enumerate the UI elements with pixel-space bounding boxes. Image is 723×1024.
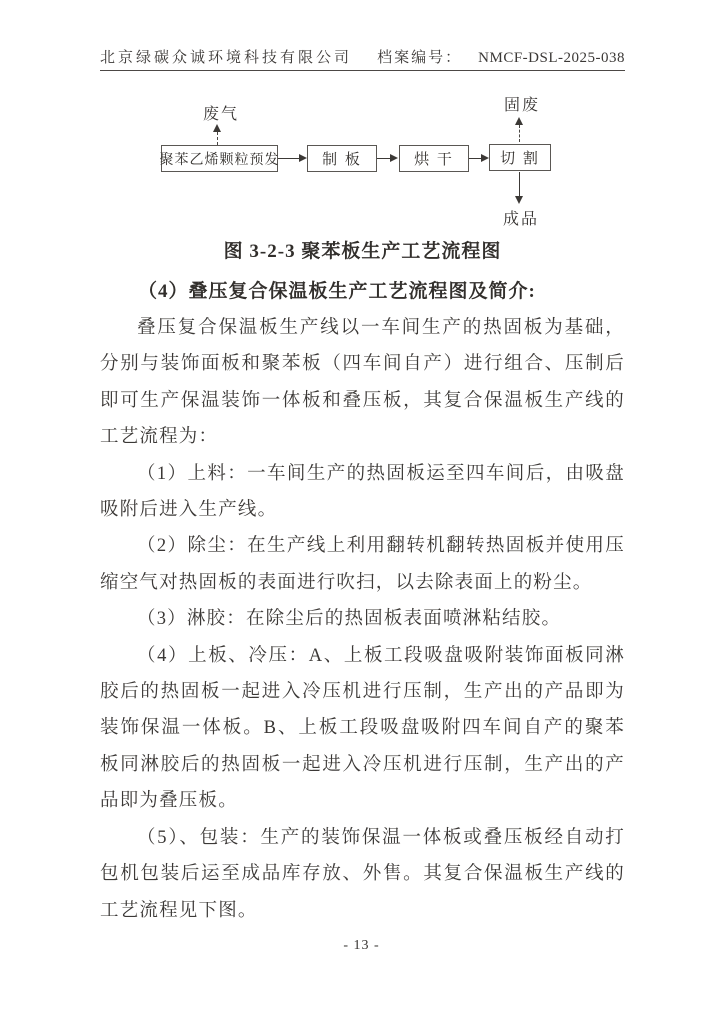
arrow-right-icon — [390, 154, 398, 162]
arrow-up-icon — [213, 124, 221, 132]
flowchart-box-pre-expansion: 聚苯乙烯颗粒预发 — [161, 145, 278, 172]
paragraph-step-2: （2）除尘：在生产线上利用翻转机翻转热固板并使用压缩空气对热固板的表面进行吹扫，以去除表面上的粉尘。 — [100, 536, 625, 593]
arrow-right-icon — [299, 154, 307, 162]
section-heading: （4）叠压复合保温板生产工艺流程图及简介: — [138, 281, 536, 302]
connector-line — [377, 158, 390, 159]
archive-number-value: NMCF-DSL-2025-038 — [478, 50, 625, 66]
paragraph-intro: 叠压复合保温板生产线以一车间生产的热固板为基础，分别与装饰面板和聚苯板（四车间自产）进行组合、压制后即可生产保温装饰一体板和叠压板，其复合保温板生产线的工艺流程为： — [100, 318, 625, 448]
connector-line — [469, 158, 481, 159]
flowchart-box-cutting: 切 割 — [489, 144, 551, 171]
paragraph-step-3: （3）淋胶：在除尘后的热固板表面喷淋粘结胶。 — [137, 609, 562, 630]
connector-line — [519, 172, 520, 197]
main-content — [100, 234, 625, 929]
page-number: - 13 - — [343, 938, 380, 953]
archive-number-label: 档案编号： — [377, 50, 463, 66]
arrow-down-icon — [515, 196, 523, 204]
paragraph-step-1: （1）上料：一车间生产的热固板运至四车间后，由吸盘吸附后进入生产线。 — [100, 463, 625, 521]
arrow-up-icon — [515, 117, 523, 125]
flowchart-label-product: 成品 — [503, 211, 540, 228]
flowchart-box-drying: 烘 干 — [399, 145, 469, 172]
dashed-connector — [519, 125, 520, 142]
flowchart-label-solid-waste: 固废 — [504, 97, 541, 114]
flowchart-label-waste-gas: 废气 — [203, 106, 240, 123]
paragraph-step-5: （5）、包装：生产的装饰保温一体板或叠压板经自动打包机包装后运至成品库存放、外售。其复合保温板生产线的工艺流程见下图。 — [100, 827, 625, 921]
connector-line — [278, 158, 299, 159]
paragraph-step-4: （4）上板、冷压：A、上板工段吸盘吸附装饰面板同淋胶后的热固板一起进入冷压机进行压制，生产出的产品即为装饰保温一体板。B、上板工段吸盘吸附四车间自产的聚苯板同淋胶后的热固板一起进入冷压机进行压制，生产出的产品即为叠压板。 — [100, 645, 625, 812]
arrow-right-icon — [481, 154, 489, 162]
figure-caption: 图 3-2-3 聚苯板生产工艺流程图 — [223, 241, 502, 262]
process-flowchart — [0, 0, 723, 235]
body-paragraphs — [100, 310, 625, 929]
flowchart-box-board-making: 制 板 — [307, 145, 377, 172]
dashed-connector — [217, 132, 218, 145]
company-name: 北京绿碳众诚环境科技有限公司 — [100, 50, 353, 66]
